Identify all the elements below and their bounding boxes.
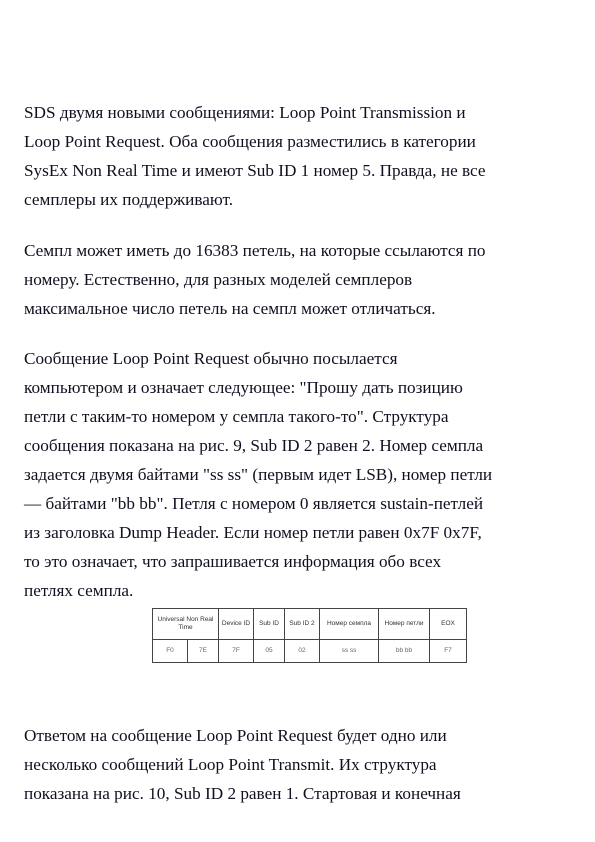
- header-cell-loop-number: Номер петли: [379, 609, 430, 640]
- paragraph-loop-count: [24, 236, 580, 323]
- value-cell: bb bb: [379, 640, 430, 663]
- header-cell-sub-id-2: Sub ID 2: [285, 609, 320, 640]
- value-cell: 7E: [188, 640, 219, 663]
- text-line: из заголовка Dump Header. Если номер петли равен 0x7F 0x7F,: [24, 523, 482, 542]
- header-cell-eox: EOX: [430, 609, 467, 640]
- text-line: SysEx Non Real Time и имеют Sub ID 1 номер 5. Правда, не все: [24, 161, 486, 180]
- text-line: задается двумя байтами "ss ss" (первым идет LSB), номер петли: [24, 465, 493, 484]
- value-cell: F0: [153, 640, 188, 663]
- value-cell: 05: [254, 640, 285, 663]
- value-cell: F7: [430, 640, 467, 663]
- text-line: SDS двумя новыми сообщениями: Loop Point Transmission и: [24, 103, 466, 122]
- text-line: максимальное число петель на семпл может отличаться.: [24, 299, 436, 318]
- header-cell-sample-number: Номер семпла: [320, 609, 379, 640]
- text-line: Сообщение Loop Point Request обычно посылается: [24, 349, 398, 368]
- header-cell-sub-id: Sub ID: [254, 609, 285, 640]
- message-structure-figure: [152, 608, 467, 663]
- value-cell: ss ss: [320, 640, 379, 663]
- text-line: Семпл может иметь до 16383 петель, на которые ссылаются по: [24, 241, 486, 260]
- text-line: — байтами "bb bb". Петля с номером 0 является sustain-петлей: [24, 494, 484, 513]
- text-line: сообщения показана на рис. 9, Sub ID 2 равен 2. Номер семпла: [24, 436, 484, 455]
- paragraph-loop-point-transmit: [24, 721, 580, 808]
- text-line: то это означает, что запрашивается информация обо всех: [24, 552, 442, 571]
- message-structure-table: [152, 608, 467, 663]
- paragraph-sds-messages: [24, 98, 580, 214]
- text-line: семплеры их поддерживают.: [24, 190, 234, 209]
- text-line: петлях семпла.: [24, 581, 134, 600]
- paragraph-loop-point-request: [24, 344, 580, 605]
- table-row: [153, 640, 467, 663]
- value-cell: 7F: [219, 640, 254, 663]
- text-line: Loop Point Request. Оба сообщения разместились в категории: [24, 132, 476, 151]
- text-line: Ответом на сообщение Loop Point Request будет одно или: [24, 726, 447, 745]
- header-cell-universal: Universal Non Real Time: [153, 609, 219, 640]
- text-line: номеру. Естественно, для разных моделей семплеров: [24, 270, 413, 289]
- table-header-row: [153, 609, 467, 640]
- text-line: петли с таким-то номером у семпла такого-то". Структура: [24, 407, 449, 426]
- header-cell-device-id: Device ID: [219, 609, 254, 640]
- text-line: несколько сообщений Loop Point Transmit. Их структура: [24, 755, 437, 774]
- text-line: показана на рис. 10, Sub ID 2 равен 1. Стартовая и конечная: [24, 784, 461, 803]
- value-cell: 02: [285, 640, 320, 663]
- text-line: компьютером и означает следующее: "Прошу дать позицию: [24, 378, 463, 397]
